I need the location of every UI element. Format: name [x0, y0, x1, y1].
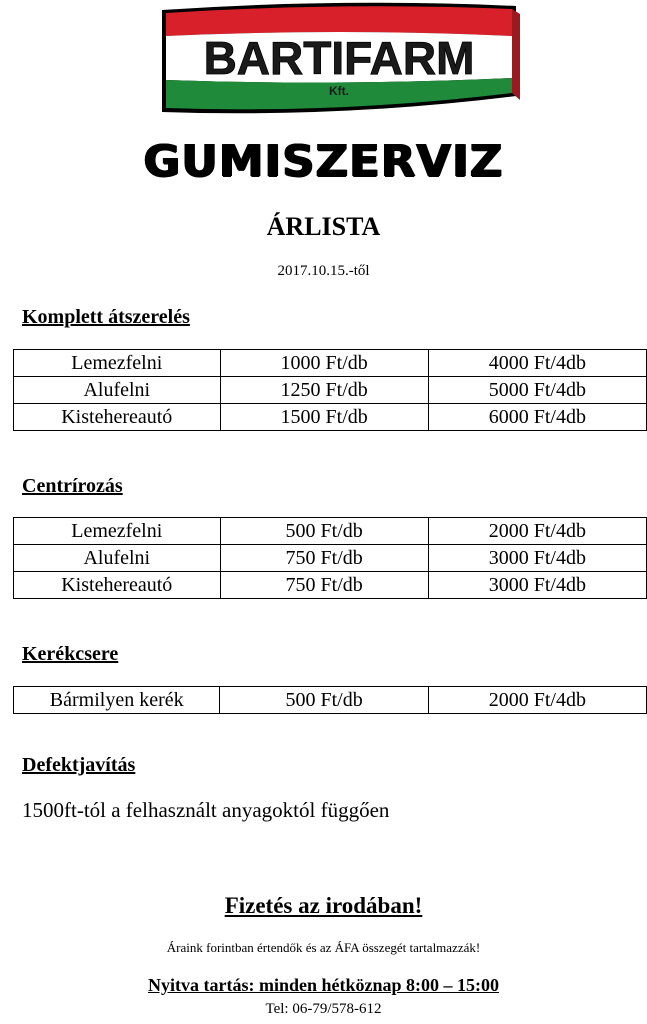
logo-graphic: [156, 0, 522, 118]
table-row: [14, 404, 647, 431]
price-table-centrirozas: [13, 517, 647, 599]
table-cell: Bármilyen kerék: [14, 687, 220, 714]
effective-date: 2017.10.15.-től: [277, 263, 370, 279]
table-row: [14, 572, 647, 599]
section-heading-centrirozas: Centrírozás: [22, 475, 123, 497]
table-cell: Kistehereautó: [14, 404, 221, 431]
phone-number: Tel: 06-79/578-612: [265, 1001, 382, 1017]
table-cell: Kistehereautó: [14, 572, 221, 599]
table-cell: 1250 Ft/db: [220, 377, 428, 404]
table-cell: 750 Ft/db: [220, 545, 428, 572]
table-cell: 4000 Ft/4db: [428, 350, 646, 377]
section-heading-komplett: Komplett átszerelés: [22, 306, 190, 328]
table-cell: Lemezfelni: [14, 518, 221, 545]
table-row: [14, 545, 647, 572]
price-table-kerekcsere: [13, 686, 647, 714]
opening-hours: Nyitva tartás: minden hétköznap 8:00 – 15:00: [148, 975, 499, 995]
table-cell: 1500 Ft/db: [220, 404, 428, 431]
table-cell: 500 Ft/db: [220, 518, 428, 545]
bartifarm-logo: [156, 0, 522, 118]
table-cell: 750 Ft/db: [220, 572, 428, 599]
price-table-komplett: [13, 349, 647, 431]
table-cell: Alufelni: [14, 545, 221, 572]
table-cell: 2000 Ft/4db: [428, 687, 646, 714]
vat-note: Áraink forintban értendők és az ÁFA összegét tartalmazzák!: [166, 940, 481, 955]
table-row: [14, 350, 647, 377]
table-row: [14, 687, 647, 714]
page-subtitle: ÁRLISTA: [266, 212, 381, 241]
table-cell: 5000 Ft/4db: [428, 377, 646, 404]
table-cell: Lemezfelni: [14, 350, 221, 377]
payment-notice: Fizetés az irodában!: [224, 893, 423, 918]
logo-suffix: Kft.: [329, 84, 349, 98]
logo-name: BARTIFARM: [203, 32, 475, 84]
table-cell: 500 Ft/db: [220, 687, 428, 714]
table-cell: 3000 Ft/4db: [428, 545, 646, 572]
section-heading-kerekcsere: Kerékcsere: [22, 643, 119, 665]
defektjavitas-text: 1500ft-tól a felhasznált anyagoktól függően: [22, 798, 390, 822]
table-cell: 2000 Ft/4db: [428, 518, 646, 545]
table-cell: 1000 Ft/db: [220, 350, 428, 377]
table-cell: Alufelni: [14, 377, 221, 404]
table-cell: 3000 Ft/4db: [428, 572, 646, 599]
table-cell: 6000 Ft/4db: [428, 404, 646, 431]
page-title: GUMISZERVIZ: [143, 136, 504, 187]
section-heading-defektjavitas: Defektjavítás: [22, 754, 136, 776]
table-row: [14, 518, 647, 545]
table-row: [14, 377, 647, 404]
